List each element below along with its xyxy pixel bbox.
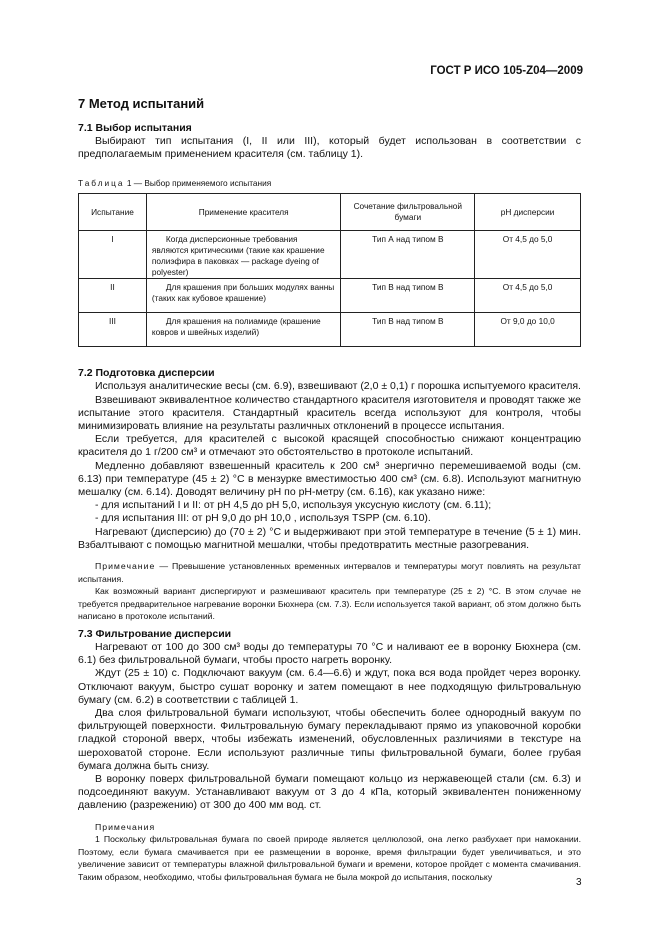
paragraph: Выбирают тип испытания (I, II или III), который будет использован в соответствии с предполагаемым применением красителя (см. таблицу 1). (78, 135, 581, 161)
table-cell: Для крашения на полиамиде (крашение ковров и швейных изделий) (146, 313, 341, 347)
paragraph: Взвешивают эквивалентное количество стандартного красителя изготовителя и проводят также же испытание этого красителя. Стандартный краситель всегда используют для контроля, чтобы минимизировать влияние на результаты различных отклонений в процессе испытания. (78, 393, 581, 433)
document-body (78, 122, 581, 884)
paragraph: Если требуется, для красителей с высокой красящей способностью снижают концентрацию красителя до 1 г/200 см³ и отмечают это обстоятельство в протоколе испытаний. (78, 433, 581, 459)
test-selection-table (78, 193, 581, 347)
list-item: - для испытания III: от pH 9,0 до pH 10,0 , используя TSPP (см. 6.10). (95, 512, 431, 525)
section-title: 7 Метод испытаний (78, 96, 205, 111)
page-number: 3 (576, 877, 582, 888)
notes-block (78, 821, 581, 884)
table-cell: II (79, 279, 147, 313)
note-block (78, 560, 581, 623)
standard-designation: ГОСТ Р ИСО 105-Z04—2009 (430, 65, 583, 77)
note-text: — Превышение установленных временных интервалов и температуры могут повлиять на результат испытания. (78, 561, 581, 584)
list-item: - для испытаний I и II: от pH 4,5 до pH 5,0, используя уксусную кислоту (см. 6.11); (95, 499, 492, 512)
table-cell: III (79, 313, 147, 347)
subsection-7-1-title: 7.1 Выбор испытания (78, 122, 192, 134)
table-caption (78, 178, 581, 189)
table-cell: От 4,5 до 5,0 (475, 231, 581, 279)
table-cell: Тип В над типом В (341, 279, 475, 313)
table-caption-word: Таблица (78, 178, 125, 189)
table-caption-text: 1 — Выбор применяемого испытания (124, 178, 272, 189)
note-paragraph (78, 560, 581, 585)
table-row (79, 231, 581, 279)
table-cell: Тип В над типом В (341, 313, 475, 347)
table-header-cell: Испытание (79, 194, 147, 231)
paragraph: Нагревают (дисперсию) до (70 ± 2) °С и выдерживают при этой температуре в течение (5 ± 1) мин. Взбалтывают с помощью магнитной мешалки, чтобы предотвратить местные разогревания. (78, 525, 581, 551)
subsection-7-3-title: 7.3 Фильтрование дисперсии (78, 628, 232, 641)
paragraph: Два слоя фильтровальной бумаги используют, чтобы обеспечить более однородный вакуум по фильтрующей поверхности. Фильтровальную бумагу перекладывают прямо из упаковочной коробки гладкой стороной вверх, чтобы избежать изменений, обусловленных различиями в текстуре на шероховатой стороне. Если используют различные типы фильтровальной бумаги, более грубая бумага должна быть снизу. (78, 707, 581, 772)
note-paragraph: 1 Поскольку фильтровальная бумага по своей природе является целлюлозой, она легко разбухает при намокании. Поэтому, если бумага смачивается при ее размещении в воронке, время фильтрации будет увеличиваться, и это увеличение зависит от температуры влажной фильтровальной бумаги и времени, которое пройдет с момента смачивания. Таким образом, необходимо, чтобы фильтровальная бумага не была мокрой до испытания, поскольку (78, 834, 581, 883)
table-cell: I (79, 231, 147, 279)
subsection-7-2-title: 7.2 Подготовка дисперсии (78, 367, 215, 380)
table-cell: Когда дисперсионные требования являются критическими (такие как крашение полиэфира в паковках — package dyeing of polyester) (146, 231, 341, 279)
paragraph: Ждут (25 ± 10) с. Подключают вакуум (см. 6.4—6.6) и ждут, пока вся вода пройдет через воронку. Отключают вакуум, быстро сушат воронку и затем помещают в нее подходящую фильтровальную бумагу (см. 6.2) в соответствии с таблицей 1. (78, 667, 581, 706)
paragraph: Используя аналитические весы (см. 6.9), взвешивают (2,0 ± 0,1) г порошка испытуемого красителя. (95, 380, 581, 393)
paragraph: Нагревают от 100 до 300 см³ воды до температуры 70 °С и наливают ее в воронку Бюхнера (см. 6.1) без фильтровальной бумаги, чтобы просто нагреть воронку. (78, 641, 581, 667)
table-cell: От 4,5 до 5,0 (475, 279, 581, 313)
table-row (79, 279, 581, 313)
note-label: Примечание (95, 561, 156, 572)
paragraph: В воронку поверх фильтровальной бумаги помещают кольцо из нержавеющей стали (см. 6.3) и подсоединяют вакуум. Устанавливают вакуум от 3 до 4 кПа, который эквивалентен пониженному давлению (разрежению) от 300 до 400 мм вод. ст. (78, 773, 581, 812)
table-cell: От 9,0 до 10,0 (475, 313, 581, 347)
table-header-cell: Применение красителя (146, 194, 341, 231)
table-header-cell: Сочетание фильтровальной бумаги (341, 194, 475, 231)
note-paragraph: Как возможный вариант диспергируют и размешивают краситель при температуре (25 ± 2) °С. В этом случае не требуется предварительное нагревание воронки Бюхнера (см. 7.3). Если используется такой вариант, об этом должно быть написано в протоколе испытаний. (78, 586, 581, 622)
table-header-row (79, 194, 581, 231)
notes-title: Примечания (95, 821, 156, 832)
paragraph: Медленно добавляют взвешенный краситель к 200 см³ энергично перемешиваемой воды (см. 6.13) при температуре (45 ± 2) °С в мензурке вместимостью 400 см³ (см. 6.8). Используют магнитную мешалку (см. 6.14). Доводят величину pH по pH-метру (см. 6.16), как указано ниже: (78, 459, 581, 499)
table-row (79, 313, 581, 347)
table-header-cell: pH дисперсии (475, 194, 581, 231)
table-cell: Тип А над типом В (341, 231, 475, 279)
table-cell: Для крашения при больших модулях ванны (таких как кубовое крашение) (146, 279, 341, 313)
